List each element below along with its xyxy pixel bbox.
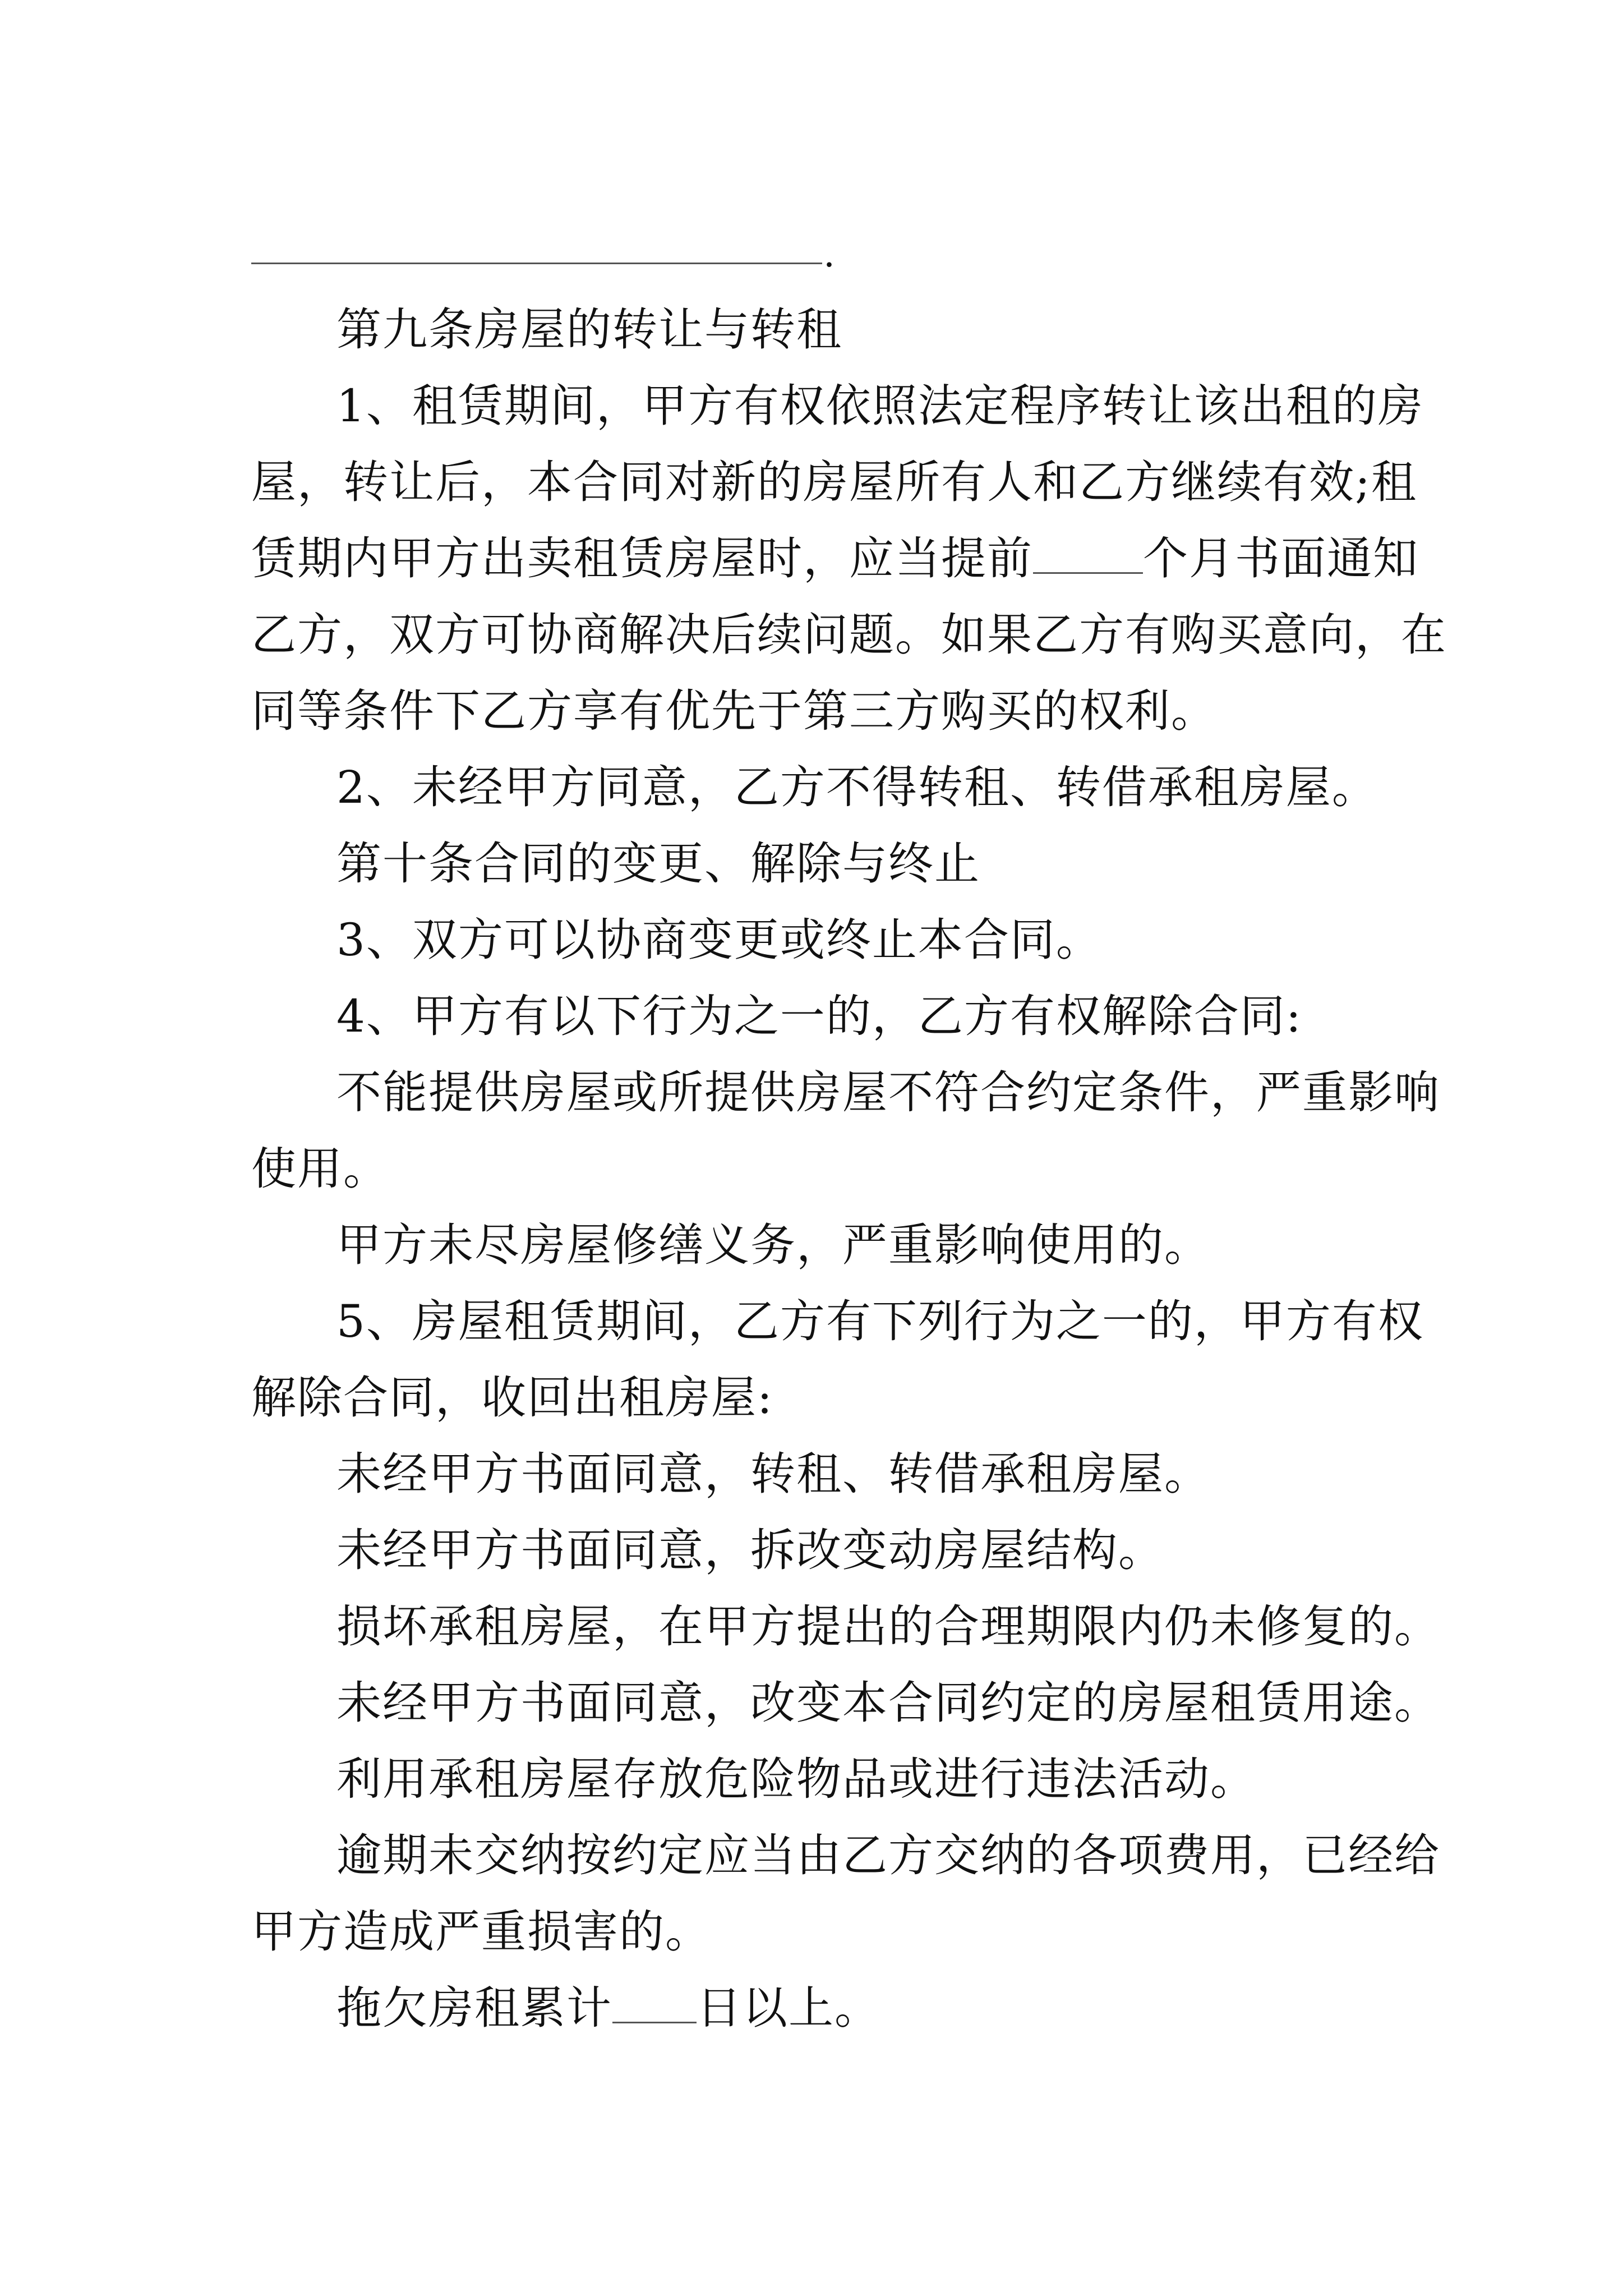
- clause-1-line-5: 同等条件下乙方享有优先于第三方购买的权利。: [251, 685, 1217, 737]
- clause-5-item-c: 损坏承租房屋，在甲方提出的合理期限内仍未修复的。: [336, 1600, 1440, 1653]
- contract-body: [251, 292, 1447, 2046]
- clause-4: 4、甲方有以下行为之一的，乙方有权解除合同:: [336, 990, 1302, 1042]
- clause-5-item-d: 未经甲方书面同意，改变本合同约定的房屋租赁用途。: [336, 1677, 1440, 1729]
- clause-5-item-g-start: 拖欠房租累计: [336, 1982, 612, 2034]
- clause-5-item-f-line-2: 甲方造成严重损害的。: [251, 1906, 711, 1958]
- fill-in-blank-line: [251, 263, 822, 264]
- clause-5-line-1: 5、房屋租赁期间，乙方有下列行为之一的，甲方有权: [336, 1295, 1424, 1347]
- article-10-heading: 第十条合同的变更、解除与终止: [336, 838, 980, 890]
- article-9-heading: 第九条房屋的转让与转租: [336, 303, 842, 356]
- overdue-days-blank: [612, 1986, 697, 2023]
- trailing-period: .: [823, 232, 835, 275]
- clause-4-item-b: 甲方未尽房屋修缮义务，严重影响使用的。: [336, 1219, 1210, 1271]
- clause-1-line-2: 屋，转让后，本合同对新的房屋所有人和乙方继续有效;租: [251, 456, 1417, 508]
- clause-4-item-a-line-2: 使用。: [251, 1143, 389, 1195]
- clause-5-item-b: 未经甲方书面同意，拆改变动房屋结构。: [336, 1524, 1164, 1576]
- clause-1-line-4: 乙方，双方可协商解决后续问题。如果乙方有购买意向，在: [251, 609, 1447, 661]
- clause-1-line-3-start: 赁期内甲方出卖租赁房屋时，应当提前: [251, 532, 1033, 585]
- notice-months-blank: [1033, 536, 1143, 574]
- clause-5-line-2: 解除合同，收回出租房屋:: [251, 1372, 773, 1424]
- clause-3: 3、双方可以协商变更或终止本合同。: [336, 914, 1102, 966]
- clause-5-item-f-line-1: 逾期未交纳按约定应当由乙方交纳的各项费用，已经给: [336, 1829, 1440, 1881]
- clause-5-item-e: 利用承租房屋存放危险物品或进行违法活动。: [336, 1753, 1256, 1805]
- clause-5-item-a: 未经甲方书面同意，转租、转借承租房屋。: [336, 1448, 1210, 1500]
- clause-4-item-a-line-1: 不能提供房屋或所提供房屋不符合约定条件，严重影响: [336, 1066, 1440, 1119]
- clause-1-line-1: 1、租赁期间，甲方有权依照法定程序转让该出租的房: [336, 380, 1424, 432]
- clause-5-item-g: [251, 1970, 1378, 2046]
- clause-1-line-3-end: 个月书面通知: [1143, 532, 1419, 585]
- clause-2: 2、未经甲方同意，乙方不得转租、转借承租房屋。: [336, 761, 1378, 813]
- clause-1-line-3: [251, 521, 1419, 597]
- clause-5-item-g-end: 日以上。: [697, 1982, 880, 2034]
